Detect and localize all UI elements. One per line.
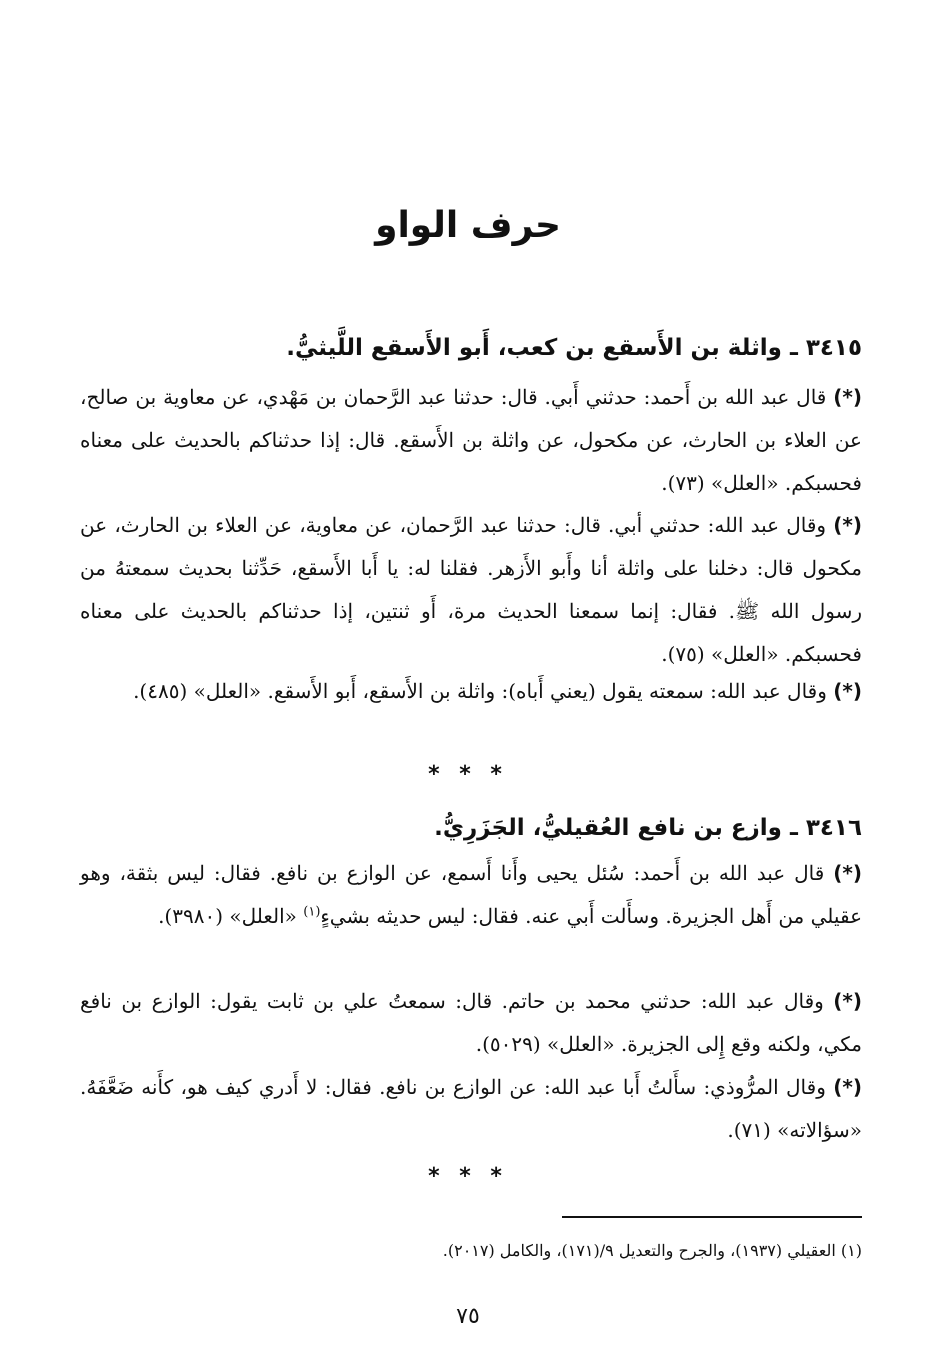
paragraph-body: وقال عبد الله: حدثني محمد بن حاتم. قال: سمعتُ علي بن ثابت يقول: الوازع بن نافع مكي، ولكنه وقع إِلى الجزيرة. «العلل» (٥٠٢٩). <box>80 989 862 1056</box>
footnote <box>80 1236 862 1266</box>
entry-heading: ٣٤١٦ ـ وازع بن نافع العُقيليُّ، الجَزَرِيُّ. <box>434 815 862 841</box>
entry-paragraph <box>80 980 862 1066</box>
asterisk-marker: (*) <box>833 861 862 885</box>
paragraph-text <box>80 376 862 505</box>
footnote-text: العقيلي (١٩٣٧)، والجرح والتعديل ٩/(١٧١)، والكامل (٢٠١٧). <box>442 1241 836 1260</box>
entry-paragraph <box>80 504 862 676</box>
entry-heading: ٣٤١٥ ـ واثلة بن الأَسقع بن كعب، أَبو الأَسقع اللَّيثيُّ. <box>286 335 862 361</box>
asterisk-marker: (*) <box>833 1075 862 1099</box>
paragraph-body-end: «العلل» (٣٩٨٠). <box>158 904 304 928</box>
paragraph-text <box>80 670 862 713</box>
asterisk-marker: (*) <box>833 679 862 703</box>
paragraph-body: وقال المرُّوذي: سأَلتُ أَبا عبد الله: عن الوازع بن نافع. فقال: لا أَدري كيف هو، كأَنه ضَعَّفَهُ. «سؤالاته» (٧١). <box>80 1075 862 1142</box>
paragraph-text <box>80 1066 862 1152</box>
asterisk-marker: (*) <box>833 513 863 537</box>
paragraph-text <box>80 504 862 676</box>
entry-paragraph <box>80 852 862 938</box>
entry-paragraph <box>80 1066 862 1152</box>
entry-paragraph <box>80 670 862 713</box>
section-separator: * * * <box>428 1164 508 1189</box>
paragraph-text <box>80 852 862 938</box>
section-separator: * * * <box>428 762 508 787</box>
entry-paragraph <box>80 376 862 505</box>
paragraph-body: وقال عبد الله: سمعته يقول (يعني أَباه): واثلة بن الأَسقع، أَبو الأَسقع. «العلل» (٤٨٥). <box>133 679 827 703</box>
entry-3415 <box>80 328 862 368</box>
footnote-reference[interactable]: (١) <box>303 904 321 920</box>
chapter-title: حرف الواو <box>375 205 561 246</box>
page-number: ٧٥ <box>456 1304 480 1329</box>
paragraph-body: وقال عبد الله: حدثني أبي. قال: حدثنا عبد الرَّحمان، عن معاوية، عن العلاء بن الحارث، عن مكحول قال: دخلنا على واثلة أنا وأَبو الأَزهر. فقلنا له: يا أَبا الأَسقع، حَدِّثنا بحديث سمعتهُ من رسول الله ﷺ. فقال: إنما سمعنا الحديث مرة، أَو ثنتين، إذا حدثناكم بالحديث على معناه فحسبكم. «العلل» (٧٥). <box>80 513 862 666</box>
paragraph-body: قال عبد الله بن أَحمد: سُئل يحيى وأَنا أَسمع، عن الوازع بن نافع. فقال: ليس بثقة، وهو عقيلي من أَهل الجزيرة. وسأَلت أَبي عنه. فقال: ليس حديثه بشيءٍ <box>80 861 862 928</box>
asterisk-marker: (*) <box>833 989 863 1013</box>
entry-3416 <box>80 808 862 848</box>
footnote-number: (١) <box>840 1241 862 1260</box>
paragraph-body: قال عبد الله بن أَحمد: حدثني أَبي. قال: حدثنا عبد الرَّحمان بن مَهْدي، عن معاوية بن صالح، عن العلاء بن الحارث، عن مكحول، عن واثلة بن الأَسقع. قال: إذا حدثناكم بالحديث على معناه فحسبكم. «العلل» (٧٣). <box>80 385 862 495</box>
paragraph-text <box>80 980 862 1066</box>
asterisk-marker: (*) <box>833 385 863 409</box>
footnote-divider <box>562 1216 862 1218</box>
